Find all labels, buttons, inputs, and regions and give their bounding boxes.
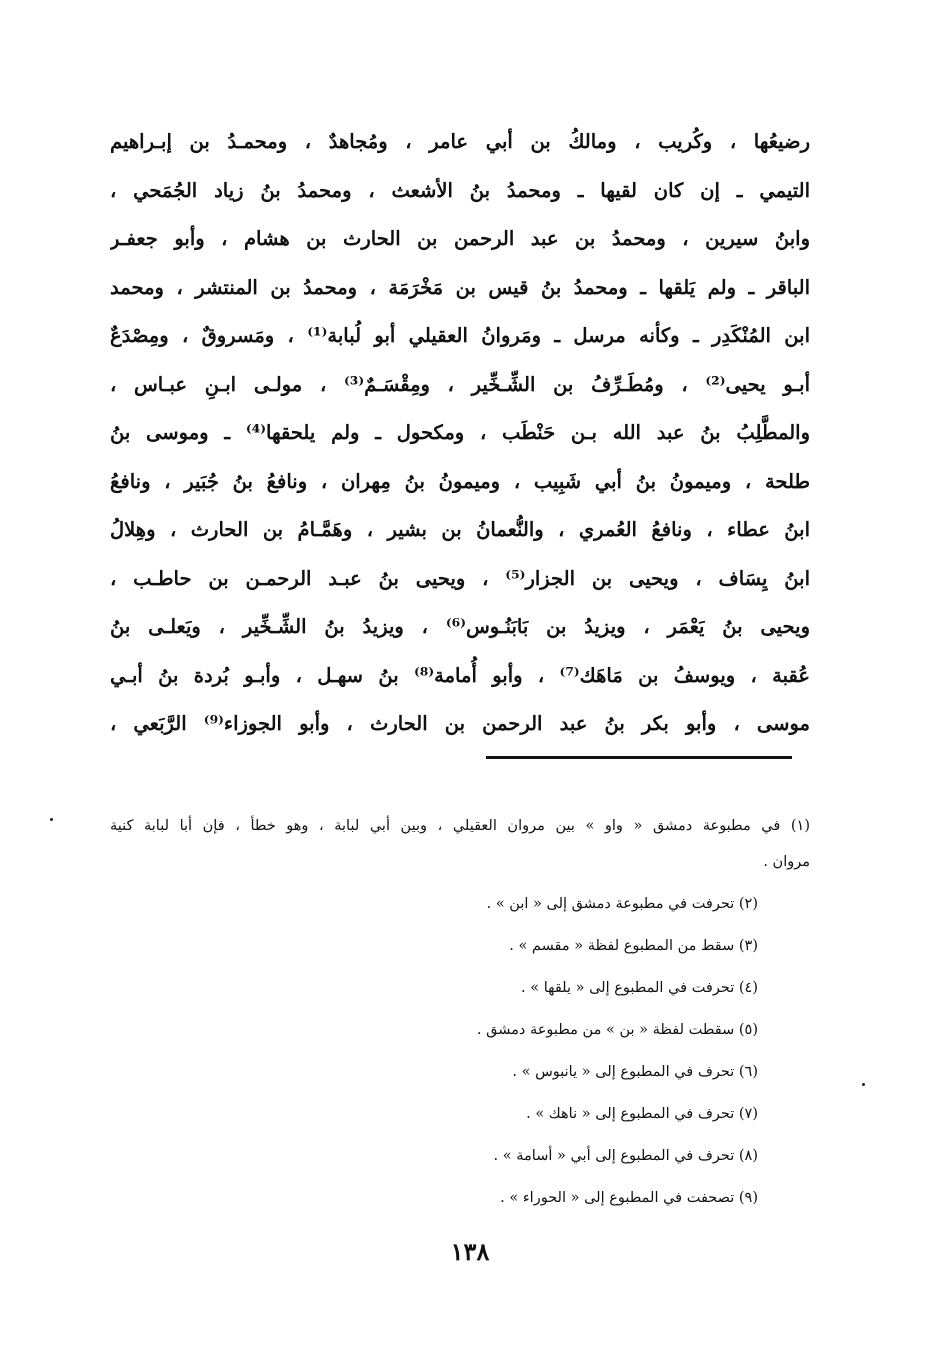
footnote-5: (٥) سقطت لفظة « بن » من مطبوعة دمشق .	[476, 1022, 758, 1038]
main-text-line: ابنُ يِسَاف ، ويحيى بن الجزار⁽⁵⁾ ، ويحيى بنُ عبـد الرحمـن بن حاطـب ،	[110, 566, 810, 590]
main-text-line: عُقبة ، ويوسفُ بن مَاهَك⁽⁷⁾ ، وأبو أُمامة⁽⁸⁾ بنُ سهـل ، وأبـو بُردة بنُ أبـي	[110, 663, 810, 687]
main-text-line: طلحة ، وميمونُ بنُ أبي شَبِيب ، وميمونُ بنُ مِهران ، ونافعُ بنُ جُبَير ، ونافعُ	[110, 469, 810, 493]
footnote-3: (٣) سقط من المطبوع لفظة « مقسم » .	[509, 938, 758, 954]
footnote-9: (٩) تصحفت في المطبوع إلى « الحوراء » .	[500, 1190, 758, 1206]
footnote-1: (١) في مطبوعة دمشق « واو » بين مروان العقيلي ، وبين أبي لبابة ، وهو خطأ ، فإن أبا لبابة كنية	[110, 818, 810, 834]
main-text-line: والمطَّلِبُ بنُ عبد الله بـن حَنْطَب ، ومكحول ـ ولم يلحقها⁽⁴⁾ ـ وموسى بنُ	[110, 421, 810, 444]
main-text-line: أبـو يحيى⁽²⁾ ، ومُطَـرِّفُ بن الشِّـخِّير ، ومِقْسَـمٌ⁽³⁾ ، مولـى ابـنِ عبـاس ،	[110, 372, 810, 396]
footnote-4: (٤) تحرفت في المطبوع إلى « يلقها » .	[521, 980, 758, 996]
footnote-6: (٦) تحرف في المطبوع إلى « يانبوس » .	[512, 1064, 758, 1080]
main-text-block	[110, 118, 810, 749]
page-number: ١٣٨	[450, 1237, 490, 1266]
main-text-line: رضيعُها ، وكُريب ، ومالكُ بن أبي عامر ، ومُجاهدٌ ، ومحمـدُ بن إبـراهيم	[110, 130, 810, 153]
main-text-line: التيمي ـ إن كان لقيها ـ ومحمدُ بنُ الأشعث ، ومحمدُ بنُ زياد الجُمَحي ،	[110, 178, 810, 202]
main-text-line: موسى ، وأبو بكر بنُ عبد الرحمن بن الحارث ، وأبو الجوزاء⁽⁹⁾ الرَّبَعي ،	[110, 712, 810, 735]
footnote-7: (٧) تحرف في المطبوع إلى « ناهك » .	[526, 1106, 758, 1122]
main-text-line: ويحيى بنُ يَعْمَر ، ويزيدُ بن بَابَنُـوس⁽⁶⁾ ، ويزيدُ بنُ الشِّـخِّير ، ويَعلـى بنُ	[110, 615, 810, 638]
footnote-8: (٨) تحرف في المطبوع إلى أبي « أسامة » .	[493, 1148, 758, 1164]
main-text-line: ابن المُنْكَدِر ـ وكأنه مرسل ـ ومَروانُ العقيلي أبو لُبابة⁽¹⁾ ، ومَسروقٌ ، ومِصْدَعٌ	[110, 324, 810, 347]
scan-speck	[862, 1083, 865, 1086]
scan-speck	[50, 818, 53, 821]
main-text-line: الباقر ـ ولم يَلقها ـ ومحمدُ بنُ قيس بن مَخْرَمَة ، ومحمدُ بن المنتشر ، ومحمد	[110, 275, 810, 299]
main-text-line: وابنُ سيرين ، ومحمدُ بن عبد الرحمن بن الحارث بن هشام ، وأبو جعفـر	[110, 227, 810, 250]
footnote-1-continuation: مروان .	[763, 854, 810, 870]
main-text-line: ابنُ عطاء ، ونافعُ العُمري ، والنُّعمانُ بن بشير ، وهَمَّـامُ بن الحارث ، وهِلالُ	[110, 518, 810, 541]
footnote-2: (٢) تحرفت في مطبوعة دمشق إلى « ابن » .	[486, 896, 758, 912]
footnote-separator	[486, 756, 792, 759]
footnotes-block	[110, 805, 810, 1219]
